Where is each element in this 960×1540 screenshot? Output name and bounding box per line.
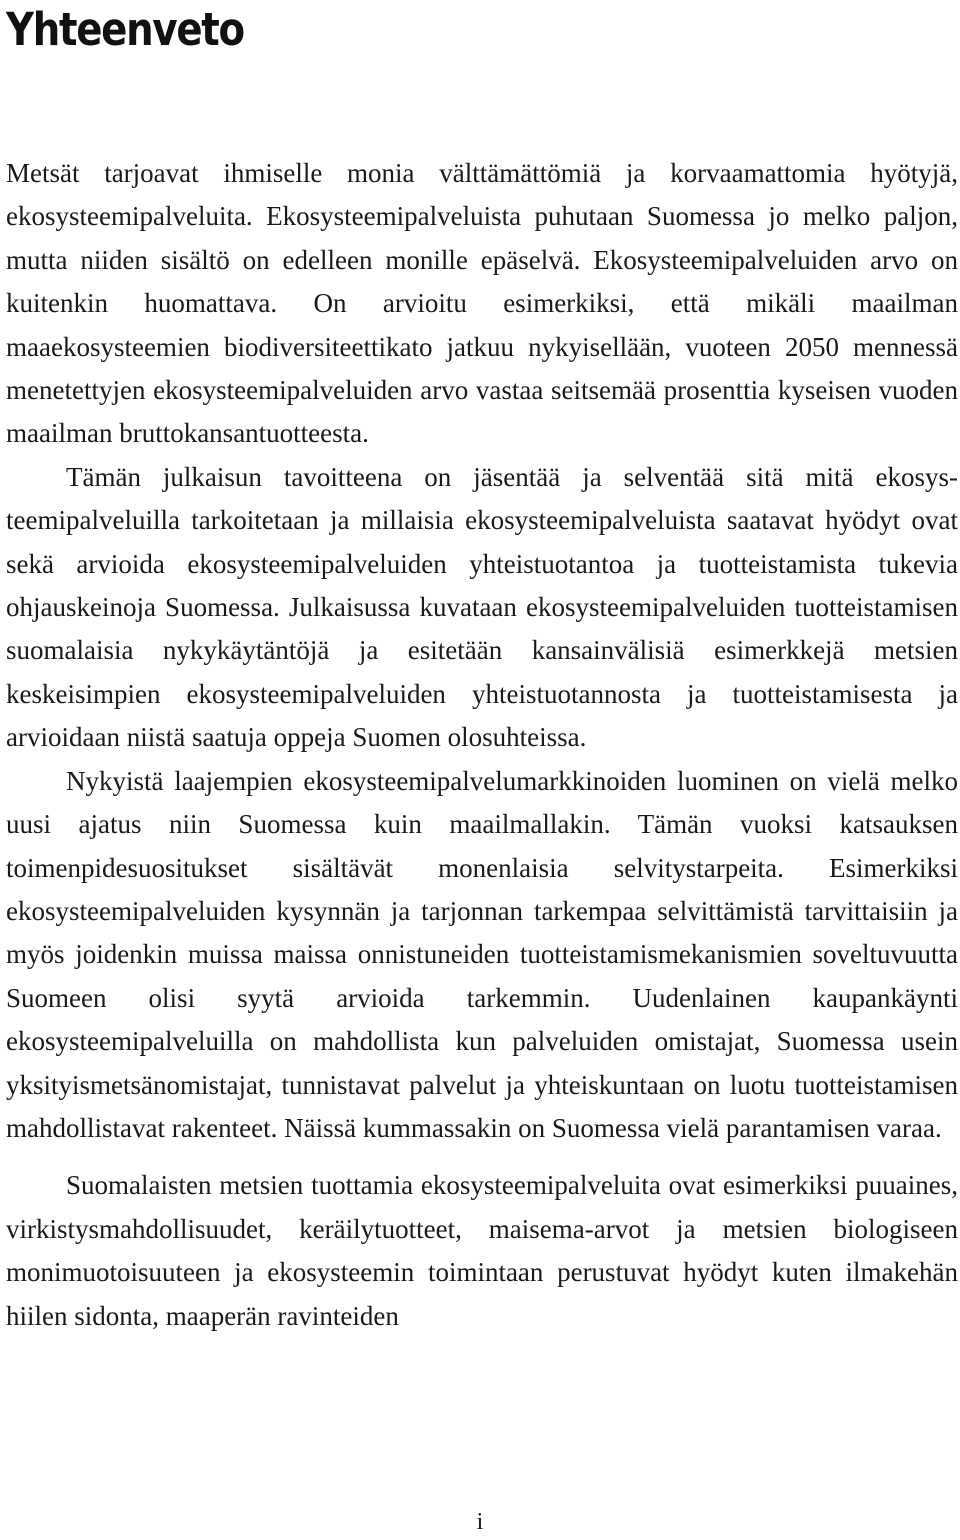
paragraph-4: Suomalaisten metsien tuottamia ekosysteemipalveluita ovat esimerkiksi puuaines, virkistysmahdollisuudet, keräilytuotteet, maisema-arvot ja metsien biologiseen monimuotoisuuteen ja ekosysteemin toimintaan perustuvat hyödyt kuten ilmakehän hiilen sidonta, maaperän ravinteiden: [6, 1170, 958, 1331]
paragraph-1: Metsät tarjoavat ihmiselle monia välttämättömiä ja korvaamattomia hyötyjä, ekosysteemipalveluita. Ekosysteemipalveluista puhutaan Suomessa jo melko paljon, mutta niiden sisältö on edelleen monille epäselvä. Ekosysteemipalveluiden arvo on kuitenkin huomattava. On arvioitu esimerkiksi, että mikäli maailman maaekosysteemien biodiversiteettikato jatkuu nykyisellään, vuoteen 2050 mennessä menetettyjen ekosysteemipalveluiden arvo vastaa seitsemää prosenttia kyseisen vuoden maailman bruttokansantuotteesta.: [6, 158, 958, 449]
paragraph-2: Tämän julkaisun tavoitteena on jäsentää ja selventää sitä mitä ekosysteemipalveluilla tarkoitetaan ja millaisia ekosysteemipalveluista saatavat hyödyt ovat sekä arvioida ekosysteemipalveluiden yhteistuotantoa ja tuotteistamista tukevia ohjauskeinoja Suomessa. Julkaisussa kuvataan ekosysteemipalveluiden tuotteistamisen suomalaisia nykykäytäntöjä ja esitetään kansainvälisiä esimerkkejä metsien keskeisimpien ekosysteemipalveluiden yhteistuotannosta ja tuotteistamisesta ja arvioidaan niistä saatuja oppeja Suomen olosuhteissa.: [6, 461, 958, 753]
paragraph-3: Nykyistä laajempien ekosysteemipalvelumarkkinoiden luominen on vielä melko uusi ajatus niin Suomessa kuin maailmallakin. Tämän vuoksi katsauksen toimenpidesuositukset sisältävät monenlaisia selvitystarpeita. Esimerkiksi ekosysteemipalveluiden kysynnän ja tarjonnan tarkempaa selvittämistä tarvittaisiin ja myös joidenkin muissa maissa onnistuneiden tuotteistamismekanismien soveltuvuutta Suomeen olisi syytä arvioida tarkemmin. Uudenlainen kaupankäynti ekosysteemipalveluilla on mahdollista kun palveluiden omistajat, Suomessa usein yksityismetsänomistajat, tunnistavat palvelut ja yhteiskuntaan on luotu tuotteistamisen mahdollistavat rakenteet. Näissä kummassakin on Suomessa vielä parantamisen varaa.: [6, 765, 958, 1143]
body-text: [6, 152, 958, 1338]
page-number: i: [476, 1509, 484, 1535]
page-title: Yhteenveto: [6, 3, 244, 56]
